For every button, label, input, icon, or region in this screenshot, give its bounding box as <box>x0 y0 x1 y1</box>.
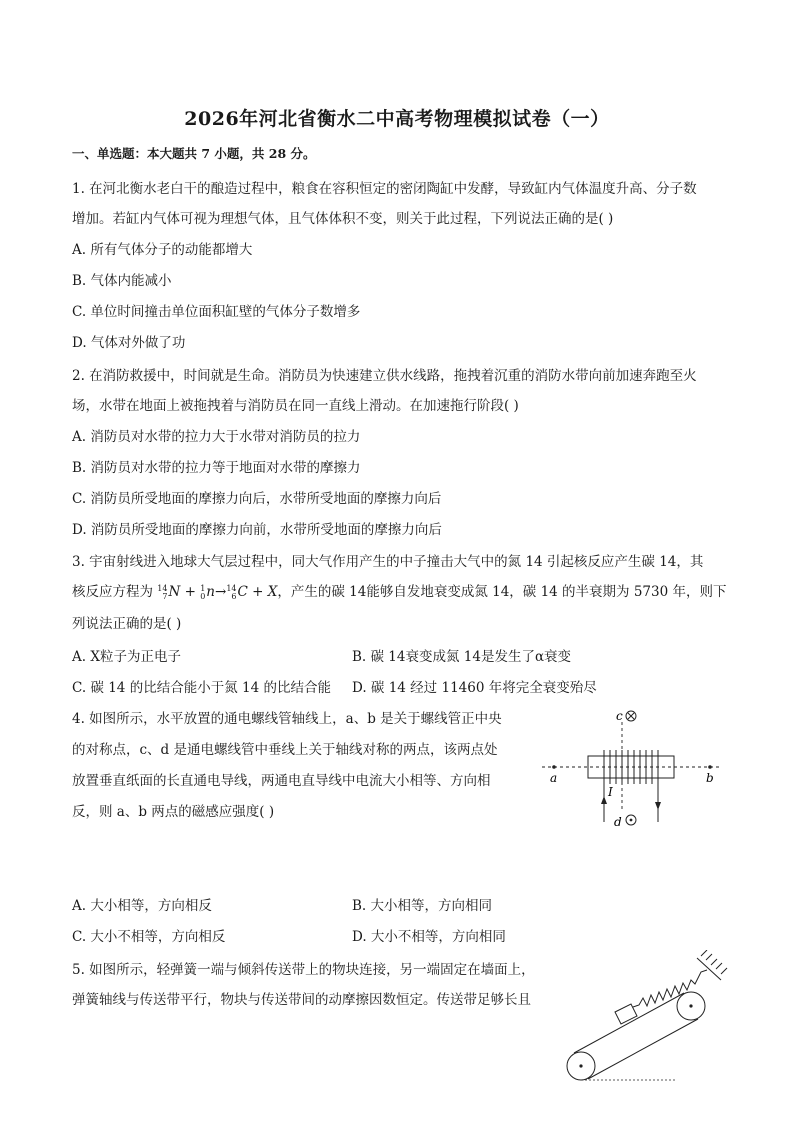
q4-stem-line1: 4. 如图所示，水平放置的通电螺线管轴线上，a、b 是关于螺线管正中央 <box>72 711 502 727</box>
q1-option-a: A. 所有气体分子的动能都增大 <box>72 242 253 258</box>
page-title: 2026年河北省衡水二中高考物理模拟试卷（一） <box>184 108 610 130</box>
q1-stem-line1: 1. 在河北衡水老白干的酿造过程中，粮食在容积恒定的密闭陶缸中发酵，导致缸内气体温度升高、分子数 <box>72 181 697 197</box>
q3-option-b: B. 碳 14衰变成氮 14是发生了α衰变 <box>352 649 572 665</box>
q3-stem-line3: 列说法正确的是( ) <box>72 616 182 632</box>
q4-option-a: A. 大小相等，方向相反 <box>72 898 212 914</box>
q1-option-d: D. 气体对外做了功 <box>72 335 186 351</box>
q4-stem-line2: 的对称点，c、d 是通电螺线管中垂线上关于轴线对称的两点，该两点处 <box>72 742 498 758</box>
solenoid-figure <box>530 700 730 835</box>
section-heading: 一、单选题：本大题共 7 小题，共 28 分。 <box>72 146 316 161</box>
q2-option-b: B. 消防员对水带的拉力等于地面对水带的摩擦力 <box>72 460 361 476</box>
conveyor-figure <box>555 950 735 1090</box>
q2-option-c: C. 消防员所受地面的摩擦力向后，水带所受地面的摩擦力向后 <box>72 491 442 507</box>
q3-stem-line2 <box>72 580 726 601</box>
q5-stem-line2: 弹簧轴线与传送带平行，物块与传送带间的动摩擦因数恒定。传送带足够长且 <box>72 992 531 1008</box>
label-current: I <box>608 785 613 799</box>
label-a: a <box>550 771 558 785</box>
q2-option-d: D. 消防员所受地面的摩擦力向前，水带所受地面的摩擦力向后 <box>72 522 442 538</box>
q4-option-c: C. 大小不相等，方向相反 <box>72 929 226 945</box>
q3-stem-line2-post: ，产生的碳 14能够自发地衰变成氮 14，碳 14 的半衰期为 5730 年，则下 <box>277 584 727 600</box>
q2-stem-line2: 场，水带在地面上被拖拽着与消防员在同一直线上滑动。在加速拖行阶段( ) <box>72 398 519 414</box>
q4-option-d: D. 大小不相等，方向相同 <box>352 929 506 945</box>
q1-stem-line2: 增加。若缸内气体可视为理想气体，且气体体积不变，则关于此过程，下列说法正确的是( ) <box>72 211 614 227</box>
nuclear-equation: 14 7N + 1 0n→14 6C + X <box>157 583 278 601</box>
q4-stem-line4: 反，则 a、b 两点的磁感应强度( ) <box>72 804 275 820</box>
q1-option-b: B. 气体内能减小 <box>72 273 172 289</box>
q2-option-a: A. 消防员对水带的拉力大于水带对消防员的拉力 <box>72 429 361 445</box>
label-d: d <box>614 815 622 829</box>
q3-option-c: C. 碳 14 的比结合能小于氮 14 的比结合能 <box>72 680 331 696</box>
label-c: c <box>616 709 623 723</box>
q4-option-b: B. 大小相等，方向相同 <box>352 898 493 914</box>
q4-stem-line3: 放置垂直纸面的长直通电导线，两通电直导线中电流大小相等、方向相 <box>72 773 491 789</box>
q3-option-a: A. X粒子为正电子 <box>72 649 181 665</box>
q3-stem-line2-pre: 核反应方程为 <box>72 584 158 600</box>
q5-stem-line1: 5. 如图所示，轻弹簧一端与倾斜传送带上的物块连接，另一端固定在墙面上， <box>72 962 535 978</box>
q3-stem-line1: 3. 宇宙射线进入地球大气层过程中，同大气作用产生的中子撞击大气中的氮 14 引起核反应产生碳 14，其 <box>72 554 704 570</box>
q2-stem-line1: 2. 在消防救援中，时间就是生命。消防员为快速建立供水线路，拖拽着沉重的消防水带向前加速奔跑至火 <box>72 368 697 384</box>
label-b: b <box>706 771 714 785</box>
q1-option-c: C. 单位时间撞击单位面积缸壁的气体分子数增多 <box>72 304 361 320</box>
q3-option-d: D. 碳 14 经过 11460 年将完全衰变殆尽 <box>352 680 597 696</box>
